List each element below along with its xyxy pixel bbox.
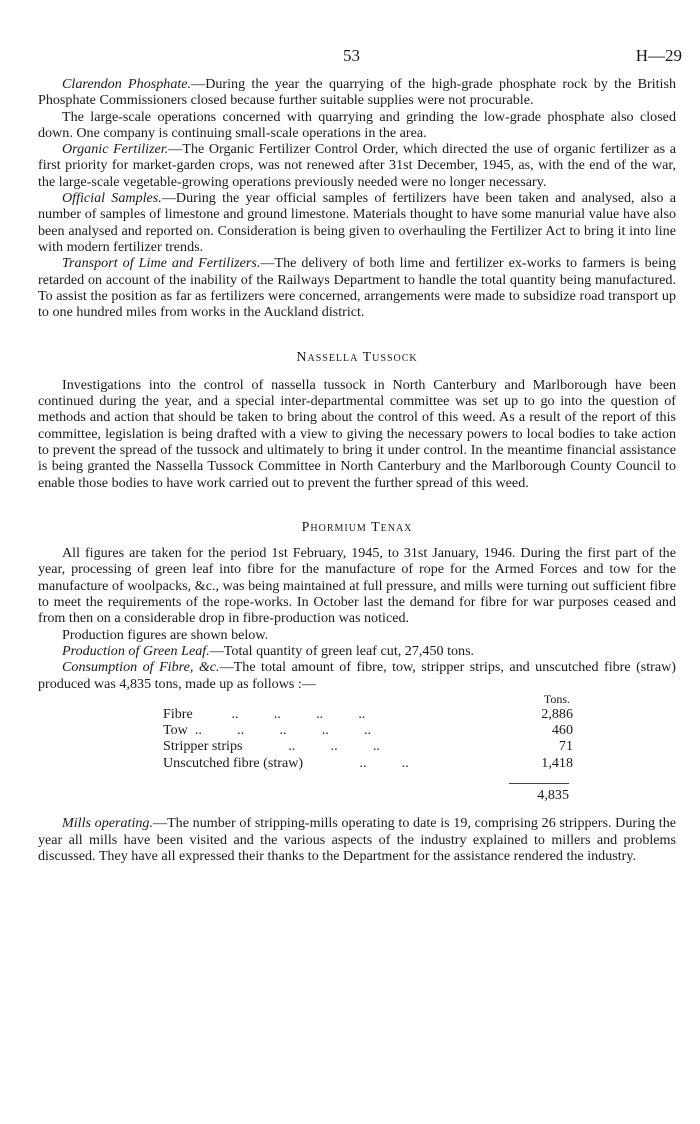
paragraph-text: —During the year official samples of fertilizers have been taken and analysed, also a number of samples of limestone and ground limestone. Materials thought to have some manurial value have also been analysed and reported on. Consideration is being given to overhauling the Fertilizer Act to bring it into line with modern fertilizer trends. [38,190,676,255]
row-label: Stripper strips .. .. .. [163,738,380,755]
paragraph-text: Production figures are shown below. [62,626,269,643]
paragraph-phormium-figures [38,545,676,626]
paragraph-text: All figures are taken for the period 1st February, 1945, to 31st January, 1946. During the first part of the year, processing of green leaf into fibre for the manufacture of rope for the Armed Forces and tow for the manufacture of woolpacks, &c., was being maintained at full pressure, and mills were turning out sufficient fibre to meet the requirements of the rope-works. In October last the demand for fibre for war purposes ceased and from then on a considerable drop in fibre-production was noticed. [38,545,676,627]
document-reference: H—29 [635,46,682,65]
paragraph-text: The large-scale operations concerned with quarrying and grinding the low-grade phosphate also closed down. One company is continuing small-scale operations in the area. [38,108,676,141]
paragraph-clarendon-phosphate [38,76,676,109]
fibre-production-table [163,692,573,803]
table-total: 4,835 [537,786,569,803]
table-unit-header: Tons. [543,691,570,706]
run-in-heading: Official Samples. [62,190,162,207]
section-title-nassella-tussock: Nassella Tussock [296,350,418,366]
paragraph-text: —The total amount of fibre, tow, stripper strips, and unscutched fibre (straw) produced was 4,835 tons, made up as follows :— [38,659,676,692]
paragraph-transport [38,255,676,320]
run-in-heading: Consumption of Fibre, &c. [62,659,220,676]
page-number: 53 [343,46,360,65]
paragraph-text: Investigations into the control of nassella tussock in North Canterbury and Marlborough have been continued during the year, and a special inter-departmental committee was set up to go into the question of methods and action that should be taken to bring about the control of this weed. As a result of the report of this committee, legislation is being drafted with a view to giving the necessary powers to local bodies to take action to prevent the spread of the tussock and ultimately to bring it under control. In the meantime financial assistance is being granted the Nassella Tussock Committee in North Canterbury and the Marlborough County Council to enable those bodies to have work carried out to prevent the further spread of this weed. [38,376,676,491]
paragraph-text: —The number of stripping-mills operating to date is 19, comprising 26 strippers. During the year all mills have been visited and the various aspects of the industry explained to millers and problems discussed. They have all expressed their thanks to the Department for the assistance rendered the industry. [38,815,676,864]
table-row [163,738,573,754]
row-label: Tow .. .. .. .. .. [163,722,372,739]
run-in-heading: Production of Green Leaf. [62,642,210,659]
paragraph-organic-fertilizer [38,141,676,190]
table-row [163,722,573,738]
paragraph-text: —During the year the quarrying of the high-grade phosphate rock by the British Phosphate Commissioners closed because further suitable supplies were not procurable. [38,76,676,109]
paragraph-production-figures [38,627,676,643]
paragraph-consumption [38,659,676,692]
paragraph-text: —The delivery of both lime and fertilizer ex-works to farmers is being retarded on account of the inability of the Railways Department to handle the total quantity being manufactured. To assist the position as far as fertilizers were concerned, arrangements were made to subsidize road transport up to one hundred miles from works in the Auckland district. [38,255,676,321]
run-in-heading: Organic Fertilizer. [62,141,169,158]
row-label: Unscutched fibre (straw) .. .. [163,754,409,771]
total-rule [509,783,569,784]
row-value: 71 [558,738,573,755]
row-value: 1,418 [541,754,573,771]
paragraph-nassella [38,377,676,491]
table-row [163,706,573,722]
row-label: Fibre .. .. .. .. [163,705,366,722]
section-title-phormium-tenax: Phormium Tenax [301,519,413,535]
page-header [38,46,682,66]
row-value: 2,886 [541,705,573,722]
paragraph-low-grade-phosphate [38,109,676,142]
paragraph-mills-operating [38,815,676,864]
run-in-heading: Transport of Lime and Fertilizers. [62,255,261,272]
paragraph-text: —The Organic Fertilizer Control Order, which directed the use of organic fertilizer as a first priority for market-garden crops, was not renewed after 31st December, 1945, as, with the end of the war, the large-scale vegetable-growing operations previously needed were no longer necessary. [38,141,676,190]
document-body [38,76,676,864]
paragraph-text: —Total quantity of green leaf cut, 27,450 tons. [209,642,475,659]
table-row [163,755,573,771]
paragraph-green-leaf [38,643,676,659]
paragraph-official-samples [38,190,676,255]
row-value: 460 [551,722,573,739]
run-in-heading: Clarendon Phosphate. [62,76,192,92]
run-in-heading: Mills operating. [62,815,153,832]
